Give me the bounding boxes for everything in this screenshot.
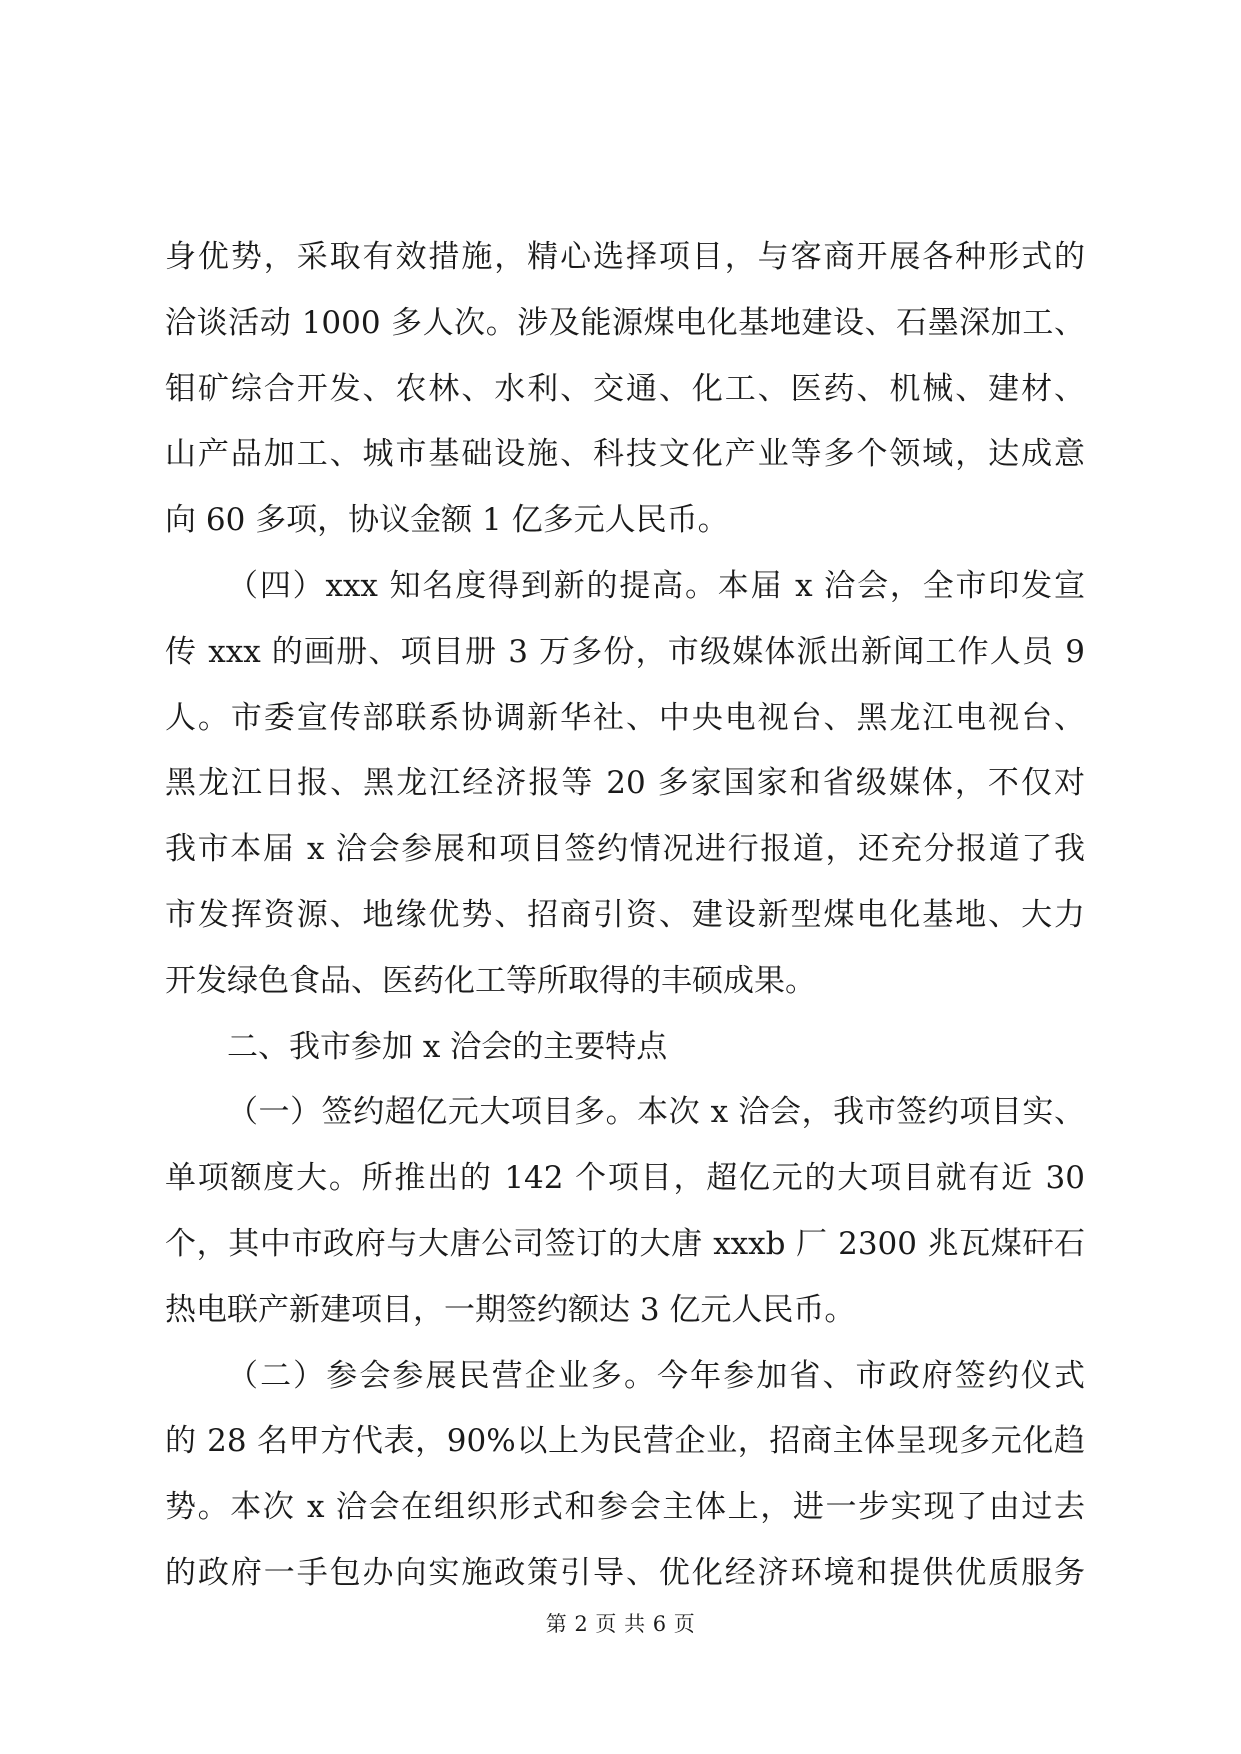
- document-body: [165, 225, 1085, 1607]
- text-line: 山产品加工、城市基础设施、科技文化产业等多个领域，达成意: [165, 436, 1085, 473]
- text-line: 身优势，采取有效措施，精心选择项目，与客商开展各种形式的: [165, 239, 1085, 275]
- text-line: 单项额度大。所推出的 142 个项目，超亿元的大项目就有近 30: [165, 1160, 1085, 1197]
- text-line: 个，其中市政府与大唐公司签订的大唐 xxxb 厂 2300 兆瓦煤矸石: [165, 1225, 1085, 1262]
- section-heading: 二、我市参加 x 洽会的主要特点: [227, 1028, 668, 1065]
- text-line: 的 28 名甲方代表，90%以上为民营企业，招商主体呈现多元化趋: [165, 1423, 1085, 1460]
- page-footer: 第 2 页 共 6 页: [545, 1612, 696, 1636]
- text-line: 我市本届 x 洽会参展和项目签约情况进行报道，还充分报道了我: [165, 831, 1085, 868]
- paragraph-start-line: （一）签约超亿元大项目多。本次 x 洽会，我市签约项目实、: [227, 1094, 1085, 1131]
- text-line: 的政府一手包办向实施政策引导、优化经济环境和提供优质服务: [165, 1554, 1085, 1591]
- paragraph-start-line: （四）xxx 知名度得到新的提高。本届 x 洽会，全市印发宣: [227, 567, 1085, 604]
- text-line: 向 60 多项，协议金额 1 亿多元人民币。: [165, 502, 729, 539]
- text-line: 市发挥资源、地缘优势、招商引资、建设新型煤电化基地、大力: [165, 896, 1085, 933]
- text-line: 热电联产新建项目，一期签约额达 3 亿元人民币。: [165, 1291, 856, 1328]
- paragraph-start-line: （二）参会参展民营企业多。今年参加省、市政府签约仪式: [227, 1357, 1085, 1394]
- text-line: 势。本次 x 洽会在组织形式和参会主体上，进一步实现了由过去: [165, 1489, 1085, 1526]
- text-line: 开发绿色食品、医药化工等所取得的丰硕成果。: [165, 962, 816, 999]
- text-line: 黑龙江日报、黑龙江经济报等 20 多家国家和省级媒体，不仅对: [165, 765, 1085, 802]
- text-line: 传 xxx 的画册、项目册 3 万多份，市级媒体派出新闻工作人员 9: [165, 633, 1085, 670]
- text-line: 人。市委宣传部联系协调新华社、中央电视台、黑龙江电视台、: [165, 699, 1085, 736]
- text-line: 洽谈活动 1000 多人次。涉及能源煤电化基地建设、石墨深加工、: [165, 304, 1085, 341]
- text-line: 钼矿综合开发、农林、水利、交通、化工、医药、机械、建材、: [165, 370, 1085, 407]
